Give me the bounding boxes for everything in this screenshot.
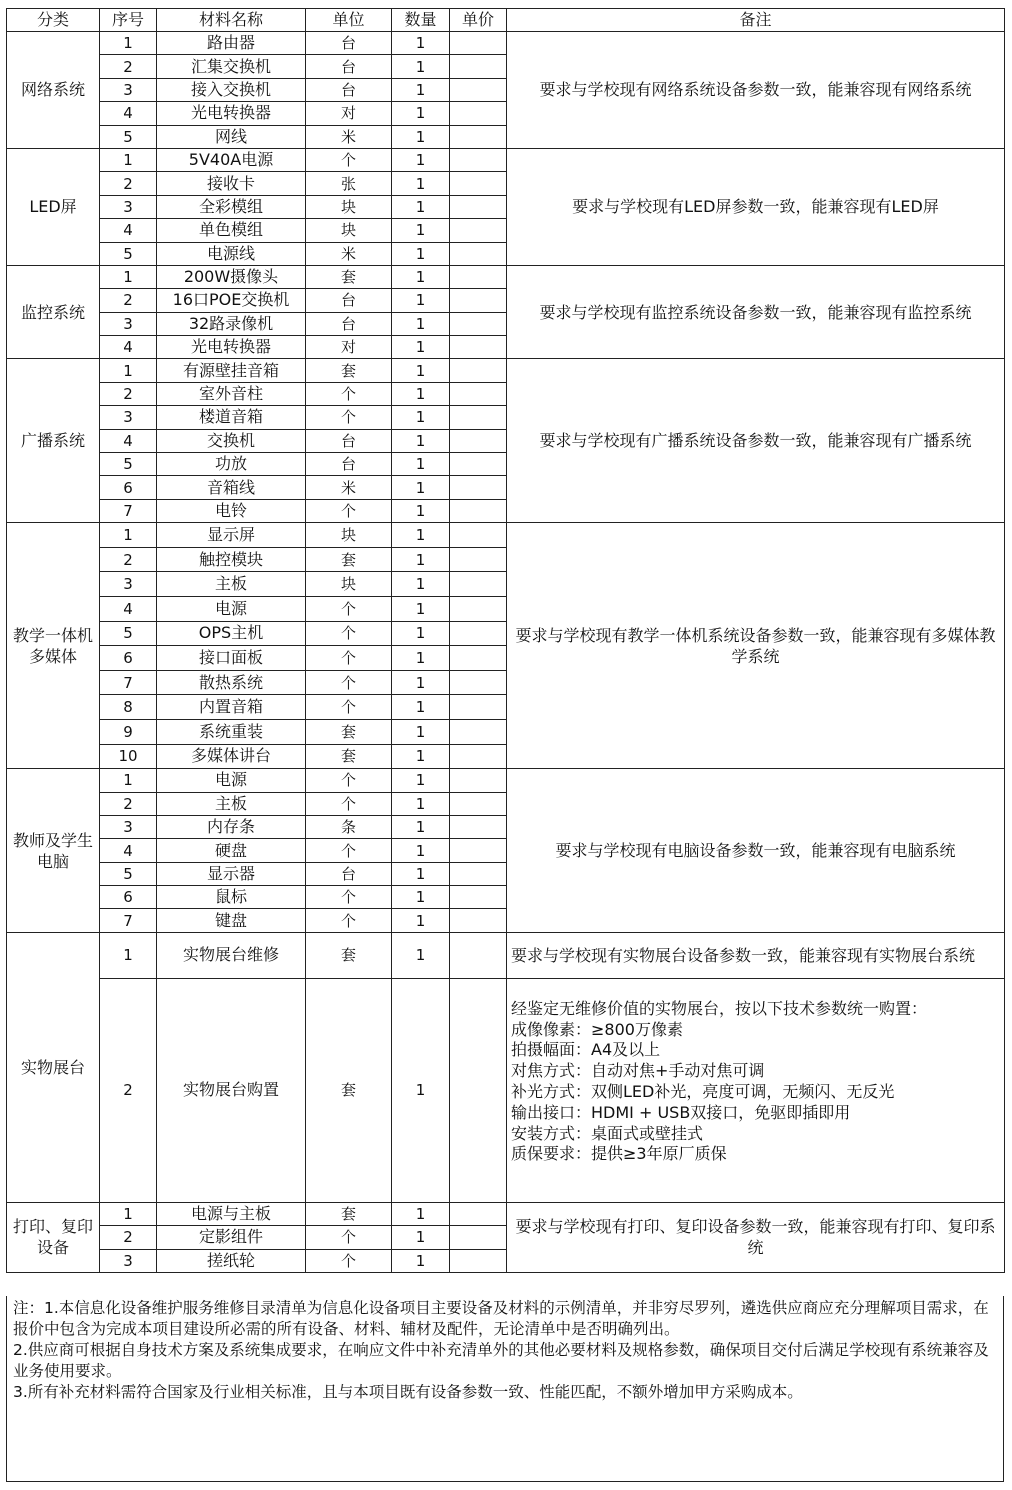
price-cell [450, 382, 507, 405]
seq-cell: 4 [100, 596, 157, 621]
qty-cell: 1 [392, 195, 450, 218]
spec-line: 对焦方式：自动对焦+手动对焦可调 [511, 1061, 765, 1081]
seq-cell: 6 [100, 646, 157, 671]
price-cell [450, 646, 507, 671]
header-qty: 数量 [392, 9, 450, 32]
spec-line: 质保要求：提供≥3年原厂质保 [511, 1144, 727, 1164]
material-name-cell: 显示屏 [157, 523, 306, 548]
material-name-cell: 内置音箱 [157, 695, 306, 720]
material-name-cell: 显示器 [157, 862, 306, 885]
seq-cell: 3 [100, 572, 157, 597]
unit-cell: 套 [306, 359, 392, 382]
price-cell [450, 572, 507, 597]
table-row [7, 148, 1005, 171]
qty-cell: 1 [392, 719, 450, 744]
material-name-cell: 主板 [157, 792, 306, 815]
qty-cell: 1 [392, 336, 450, 359]
unit-cell: 块 [306, 523, 392, 548]
price-cell [450, 32, 507, 55]
price-cell [450, 932, 507, 978]
qty-cell: 1 [392, 382, 450, 405]
seq-cell: 1 [100, 359, 157, 382]
material-name-cell: 全彩模组 [157, 195, 306, 218]
material-name-cell: 实物展台购置 [157, 978, 306, 1202]
table-row [7, 523, 1005, 548]
unit-cell: 个 [306, 499, 392, 522]
table-row [7, 32, 1005, 55]
qty-cell: 1 [392, 1226, 450, 1249]
remark-cell: 要求与学校现有实物展台设备参数一致，能兼容现有实物展台系统 [507, 932, 1005, 978]
remark-cell: 要求与学校现有打印、复印设备参数一致，能兼容现有打印、复印系统 [507, 1202, 1005, 1272]
seq-cell: 6 [100, 476, 157, 499]
unit-cell: 张 [306, 172, 392, 195]
equipment-list-sheet [6, 8, 1004, 1273]
unit-cell: 个 [306, 1249, 392, 1272]
price-cell [450, 148, 507, 171]
remark-cell: 要求与学校现有广播系统设备参数一致，能兼容现有广播系统 [507, 359, 1005, 523]
seq-cell: 1 [100, 769, 157, 792]
unit-cell: 台 [306, 32, 392, 55]
seq-cell: 2 [100, 978, 157, 1202]
unit-cell: 台 [306, 55, 392, 78]
table-row [7, 978, 1005, 1202]
unit-cell: 块 [306, 195, 392, 218]
price-cell [450, 78, 507, 101]
material-name-cell: 交换机 [157, 429, 306, 452]
header-row [7, 9, 1005, 32]
price-cell [450, 55, 507, 78]
equipment-table [6, 8, 1005, 1273]
unit-cell: 套 [306, 547, 392, 572]
price-cell [450, 242, 507, 265]
qty-cell: 1 [392, 978, 450, 1202]
header-seq: 序号 [100, 9, 157, 32]
seq-cell: 6 [100, 886, 157, 909]
unit-cell: 套 [306, 978, 392, 1202]
price-cell [450, 336, 507, 359]
seq-cell: 1 [100, 265, 157, 288]
seq-cell: 2 [100, 792, 157, 815]
material-name-cell: 音箱线 [157, 476, 306, 499]
qty-cell: 1 [392, 453, 450, 476]
qty-cell: 1 [392, 547, 450, 572]
unit-cell: 台 [306, 453, 392, 476]
material-name-cell: 电源与主板 [157, 1202, 306, 1225]
unit-cell: 个 [306, 695, 392, 720]
material-name-cell: 网线 [157, 125, 306, 148]
material-name-cell: 楼道音箱 [157, 406, 306, 429]
qty-cell: 1 [392, 78, 450, 101]
notes-section [6, 1296, 1004, 1482]
table-row [7, 265, 1005, 288]
qty-cell: 1 [392, 406, 450, 429]
seq-cell: 5 [100, 125, 157, 148]
unit-cell: 个 [306, 596, 392, 621]
unit-cell: 个 [306, 646, 392, 671]
spec-line: 成像像素：≥800万像素 [511, 1019, 683, 1039]
qty-cell: 1 [392, 102, 450, 125]
material-name-cell: 室外音柱 [157, 382, 306, 405]
spec-line: 补光方式：双侧LED补光，亮度可调，无频闪、无反光 [511, 1082, 895, 1102]
qty-cell: 1 [392, 596, 450, 621]
price-cell [450, 172, 507, 195]
qty-cell: 1 [392, 172, 450, 195]
unit-cell: 个 [306, 148, 392, 171]
qty-cell: 1 [392, 769, 450, 792]
qty-cell: 1 [392, 695, 450, 720]
price-cell [450, 102, 507, 125]
unit-cell: 台 [306, 78, 392, 101]
material-name-cell: 32路录像机 [157, 312, 306, 335]
price-cell [450, 792, 507, 815]
qty-cell: 1 [392, 815, 450, 838]
seq-cell: 10 [100, 744, 157, 769]
material-name-cell: 搓纸轮 [157, 1249, 306, 1272]
material-name-cell: 电源线 [157, 242, 306, 265]
unit-cell: 套 [306, 719, 392, 744]
seq-cell: 3 [100, 406, 157, 429]
qty-cell: 1 [392, 839, 450, 862]
seq-cell: 5 [100, 453, 157, 476]
price-cell [450, 886, 507, 909]
material-name-cell: 系统重装 [157, 719, 306, 744]
seq-cell: 1 [100, 523, 157, 548]
material-name-cell: 键盘 [157, 909, 306, 932]
price-cell [450, 909, 507, 932]
qty-cell: 1 [392, 886, 450, 909]
seq-cell: 7 [100, 499, 157, 522]
seq-cell: 7 [100, 909, 157, 932]
seq-cell: 4 [100, 429, 157, 452]
material-name-cell: 硬盘 [157, 839, 306, 862]
equipment-table-body [7, 32, 1005, 1273]
qty-cell: 1 [392, 670, 450, 695]
price-cell [450, 719, 507, 744]
price-cell [450, 744, 507, 769]
qty-cell: 1 [392, 646, 450, 671]
material-name-cell: 光电转换器 [157, 102, 306, 125]
seq-cell: 1 [100, 148, 157, 171]
price-cell [450, 978, 507, 1202]
qty-cell: 1 [392, 289, 450, 312]
seq-cell: 5 [100, 242, 157, 265]
unit-cell: 套 [306, 744, 392, 769]
qty-cell: 1 [392, 312, 450, 335]
seq-cell: 1 [100, 32, 157, 55]
unit-cell: 台 [306, 312, 392, 335]
unit-cell: 个 [306, 909, 392, 932]
qty-cell: 1 [392, 429, 450, 452]
price-cell [450, 1249, 507, 1272]
price-cell [450, 862, 507, 885]
remark-cell: 要求与学校现有LED屏参数一致，能兼容现有LED屏 [507, 148, 1005, 265]
qty-cell: 1 [392, 792, 450, 815]
qty-cell: 1 [392, 572, 450, 597]
seq-cell: 5 [100, 862, 157, 885]
price-cell [450, 670, 507, 695]
qty-cell: 1 [392, 932, 450, 978]
material-name-cell: 有源壁挂音箱 [157, 359, 306, 382]
qty-cell: 1 [392, 55, 450, 78]
qty-cell: 1 [392, 744, 450, 769]
price-cell [450, 1202, 507, 1225]
price-cell [450, 195, 507, 218]
material-name-cell: OPS主机 [157, 621, 306, 646]
qty-cell: 1 [392, 1202, 450, 1225]
material-name-cell: 主板 [157, 572, 306, 597]
unit-cell: 个 [306, 406, 392, 429]
qty-cell: 1 [392, 265, 450, 288]
unit-cell: 个 [306, 769, 392, 792]
seq-cell: 1 [100, 1202, 157, 1225]
qty-cell: 1 [392, 621, 450, 646]
unit-cell: 个 [306, 1226, 392, 1249]
qty-cell: 1 [392, 862, 450, 885]
material-name-cell: 电源 [157, 769, 306, 792]
qty-cell: 1 [392, 148, 450, 171]
seq-cell: 3 [100, 312, 157, 335]
unit-cell: 套 [306, 932, 392, 978]
unit-cell: 个 [306, 886, 392, 909]
price-cell [450, 476, 507, 499]
price-cell [450, 429, 507, 452]
category-cell: LED屏 [7, 148, 100, 265]
remark-cell: 要求与学校现有电脑设备参数一致，能兼容现有电脑系统 [507, 769, 1005, 933]
price-cell [450, 499, 507, 522]
price-cell [450, 406, 507, 429]
category-cell: 实物展台 [7, 932, 100, 1202]
material-name-cell: 散热系统 [157, 670, 306, 695]
table-row [7, 932, 1005, 978]
category-cell: 网络系统 [7, 32, 100, 149]
unit-cell: 米 [306, 125, 392, 148]
seq-cell: 2 [100, 55, 157, 78]
material-name-cell: 功放 [157, 453, 306, 476]
header-price: 单价 [450, 9, 507, 32]
header-unit: 单位 [306, 9, 392, 32]
seq-cell: 2 [100, 172, 157, 195]
material-name-cell: 电源 [157, 596, 306, 621]
header-material: 材料名称 [157, 9, 306, 32]
seq-cell: 9 [100, 719, 157, 744]
material-name-cell: 多媒体讲台 [157, 744, 306, 769]
qty-cell: 1 [392, 359, 450, 382]
unit-cell: 个 [306, 382, 392, 405]
qty-cell: 1 [392, 499, 450, 522]
price-cell [450, 219, 507, 242]
material-name-cell: 定影组件 [157, 1226, 306, 1249]
category-cell: 教学一体机多媒体 [7, 523, 100, 769]
unit-cell: 台 [306, 429, 392, 452]
seq-cell: 4 [100, 102, 157, 125]
price-cell [450, 359, 507, 382]
seq-cell: 1 [100, 932, 157, 978]
material-name-cell: 光电转换器 [157, 336, 306, 359]
material-name-cell: 鼠标 [157, 886, 306, 909]
header-category: 分类 [7, 9, 100, 32]
qty-cell: 1 [392, 219, 450, 242]
unit-cell: 台 [306, 862, 392, 885]
price-cell [450, 289, 507, 312]
price-cell [450, 815, 507, 838]
price-cell [450, 523, 507, 548]
price-cell [450, 547, 507, 572]
table-row [7, 359, 1005, 382]
unit-cell: 块 [306, 219, 392, 242]
spec-remark-cell [507, 978, 1005, 1202]
unit-cell: 套 [306, 1202, 392, 1225]
unit-cell: 个 [306, 839, 392, 862]
material-name-cell: 电铃 [157, 499, 306, 522]
price-cell [450, 621, 507, 646]
material-name-cell: 单色模组 [157, 219, 306, 242]
spec-line: 安装方式：桌面式或壁挂式 [511, 1123, 704, 1143]
spec-line: 输出接口：HDMI + USB双接口，免驱即插即用 [511, 1102, 851, 1122]
seq-cell: 2 [100, 289, 157, 312]
remark-cell: 要求与学校现有网络系统设备参数一致，能兼容现有网络系统 [507, 32, 1005, 149]
seq-cell: 3 [100, 815, 157, 838]
qty-cell: 1 [392, 32, 450, 55]
material-name-cell: 接口面板 [157, 646, 306, 671]
unit-cell: 个 [306, 670, 392, 695]
seq-cell: 4 [100, 839, 157, 862]
qty-cell: 1 [392, 242, 450, 265]
unit-cell: 对 [306, 102, 392, 125]
price-cell [450, 1226, 507, 1249]
unit-cell: 个 [306, 792, 392, 815]
price-cell [450, 265, 507, 288]
category-cell: 教师及学生电脑 [7, 769, 100, 933]
material-name-cell: 200W摄像头 [157, 265, 306, 288]
category-cell: 监控系统 [7, 265, 100, 359]
qty-cell: 1 [392, 523, 450, 548]
qty-cell: 1 [392, 476, 450, 499]
material-name-cell: 触控模块 [157, 547, 306, 572]
material-name-cell: 5V40A电源 [157, 148, 306, 171]
material-name-cell: 汇集交换机 [157, 55, 306, 78]
spec-line: 拍摄幅面：A4及以上 [511, 1040, 661, 1060]
material-name-cell: 接收卡 [157, 172, 306, 195]
seq-cell: 5 [100, 621, 157, 646]
seq-cell: 3 [100, 78, 157, 101]
category-cell: 广播系统 [7, 359, 100, 523]
material-name-cell: 接入交换机 [157, 78, 306, 101]
note-2: 2.供应商可根据自身技术方案及系统集成要求，在响应文件中补充清单外的其他必要材料及规格参数，确保项目交付后满足学校现有系统兼容及业务使用要求。 [13, 1341, 989, 1380]
note-1: 注：1.本信息化设备维护服务维修目录清单为信息化设备项目主要设备及材料的示例清单，并非穷尽罗列，遴选供应商应充分理解项目需求，在报价中包含为完成本项目建设所必需的所有设备、材料、辅材及配件，无论清单中是否明确列出。 [13, 1299, 989, 1338]
note-3: 3.所有补充材料需符合国家及行业相关标准，且与本项目既有设备参数一致、性能匹配，不额外增加甲方采购成本。 [13, 1383, 803, 1401]
unit-cell: 米 [306, 476, 392, 499]
remark-cell: 要求与学校现有教学一体机系统设备参数一致，能兼容现有多媒体教学系统 [507, 523, 1005, 769]
unit-cell: 条 [306, 815, 392, 838]
price-cell [450, 312, 507, 335]
unit-cell: 个 [306, 621, 392, 646]
seq-cell: 2 [100, 547, 157, 572]
price-cell [450, 125, 507, 148]
unit-cell: 块 [306, 572, 392, 597]
qty-cell: 1 [392, 1249, 450, 1272]
seq-cell: 7 [100, 670, 157, 695]
seq-cell: 4 [100, 336, 157, 359]
seq-cell: 8 [100, 695, 157, 720]
seq-cell: 2 [100, 382, 157, 405]
category-cell: 打印、复印设备 [7, 1202, 100, 1272]
seq-cell: 3 [100, 195, 157, 218]
unit-cell: 对 [306, 336, 392, 359]
seq-cell: 4 [100, 219, 157, 242]
material-name-cell: 16口POE交换机 [157, 289, 306, 312]
price-cell [450, 596, 507, 621]
price-cell [450, 839, 507, 862]
table-row [7, 1202, 1005, 1225]
header-remark: 备注 [507, 9, 1005, 32]
seq-cell: 3 [100, 1249, 157, 1272]
seq-cell: 2 [100, 1226, 157, 1249]
remark-cell: 要求与学校现有监控系统设备参数一致，能兼容现有监控系统 [507, 265, 1005, 359]
price-cell [450, 695, 507, 720]
qty-cell: 1 [392, 125, 450, 148]
material-name-cell: 实物展台维修 [157, 932, 306, 978]
table-row [7, 769, 1005, 792]
material-name-cell: 路由器 [157, 32, 306, 55]
unit-cell: 套 [306, 265, 392, 288]
qty-cell: 1 [392, 909, 450, 932]
price-cell [450, 769, 507, 792]
unit-cell: 台 [306, 289, 392, 312]
price-cell [450, 453, 507, 476]
material-name-cell: 内存条 [157, 815, 306, 838]
spec-line: 经鉴定无维修价值的实物展台，按以下技术参数统一购置： [511, 998, 928, 1018]
unit-cell: 米 [306, 242, 392, 265]
